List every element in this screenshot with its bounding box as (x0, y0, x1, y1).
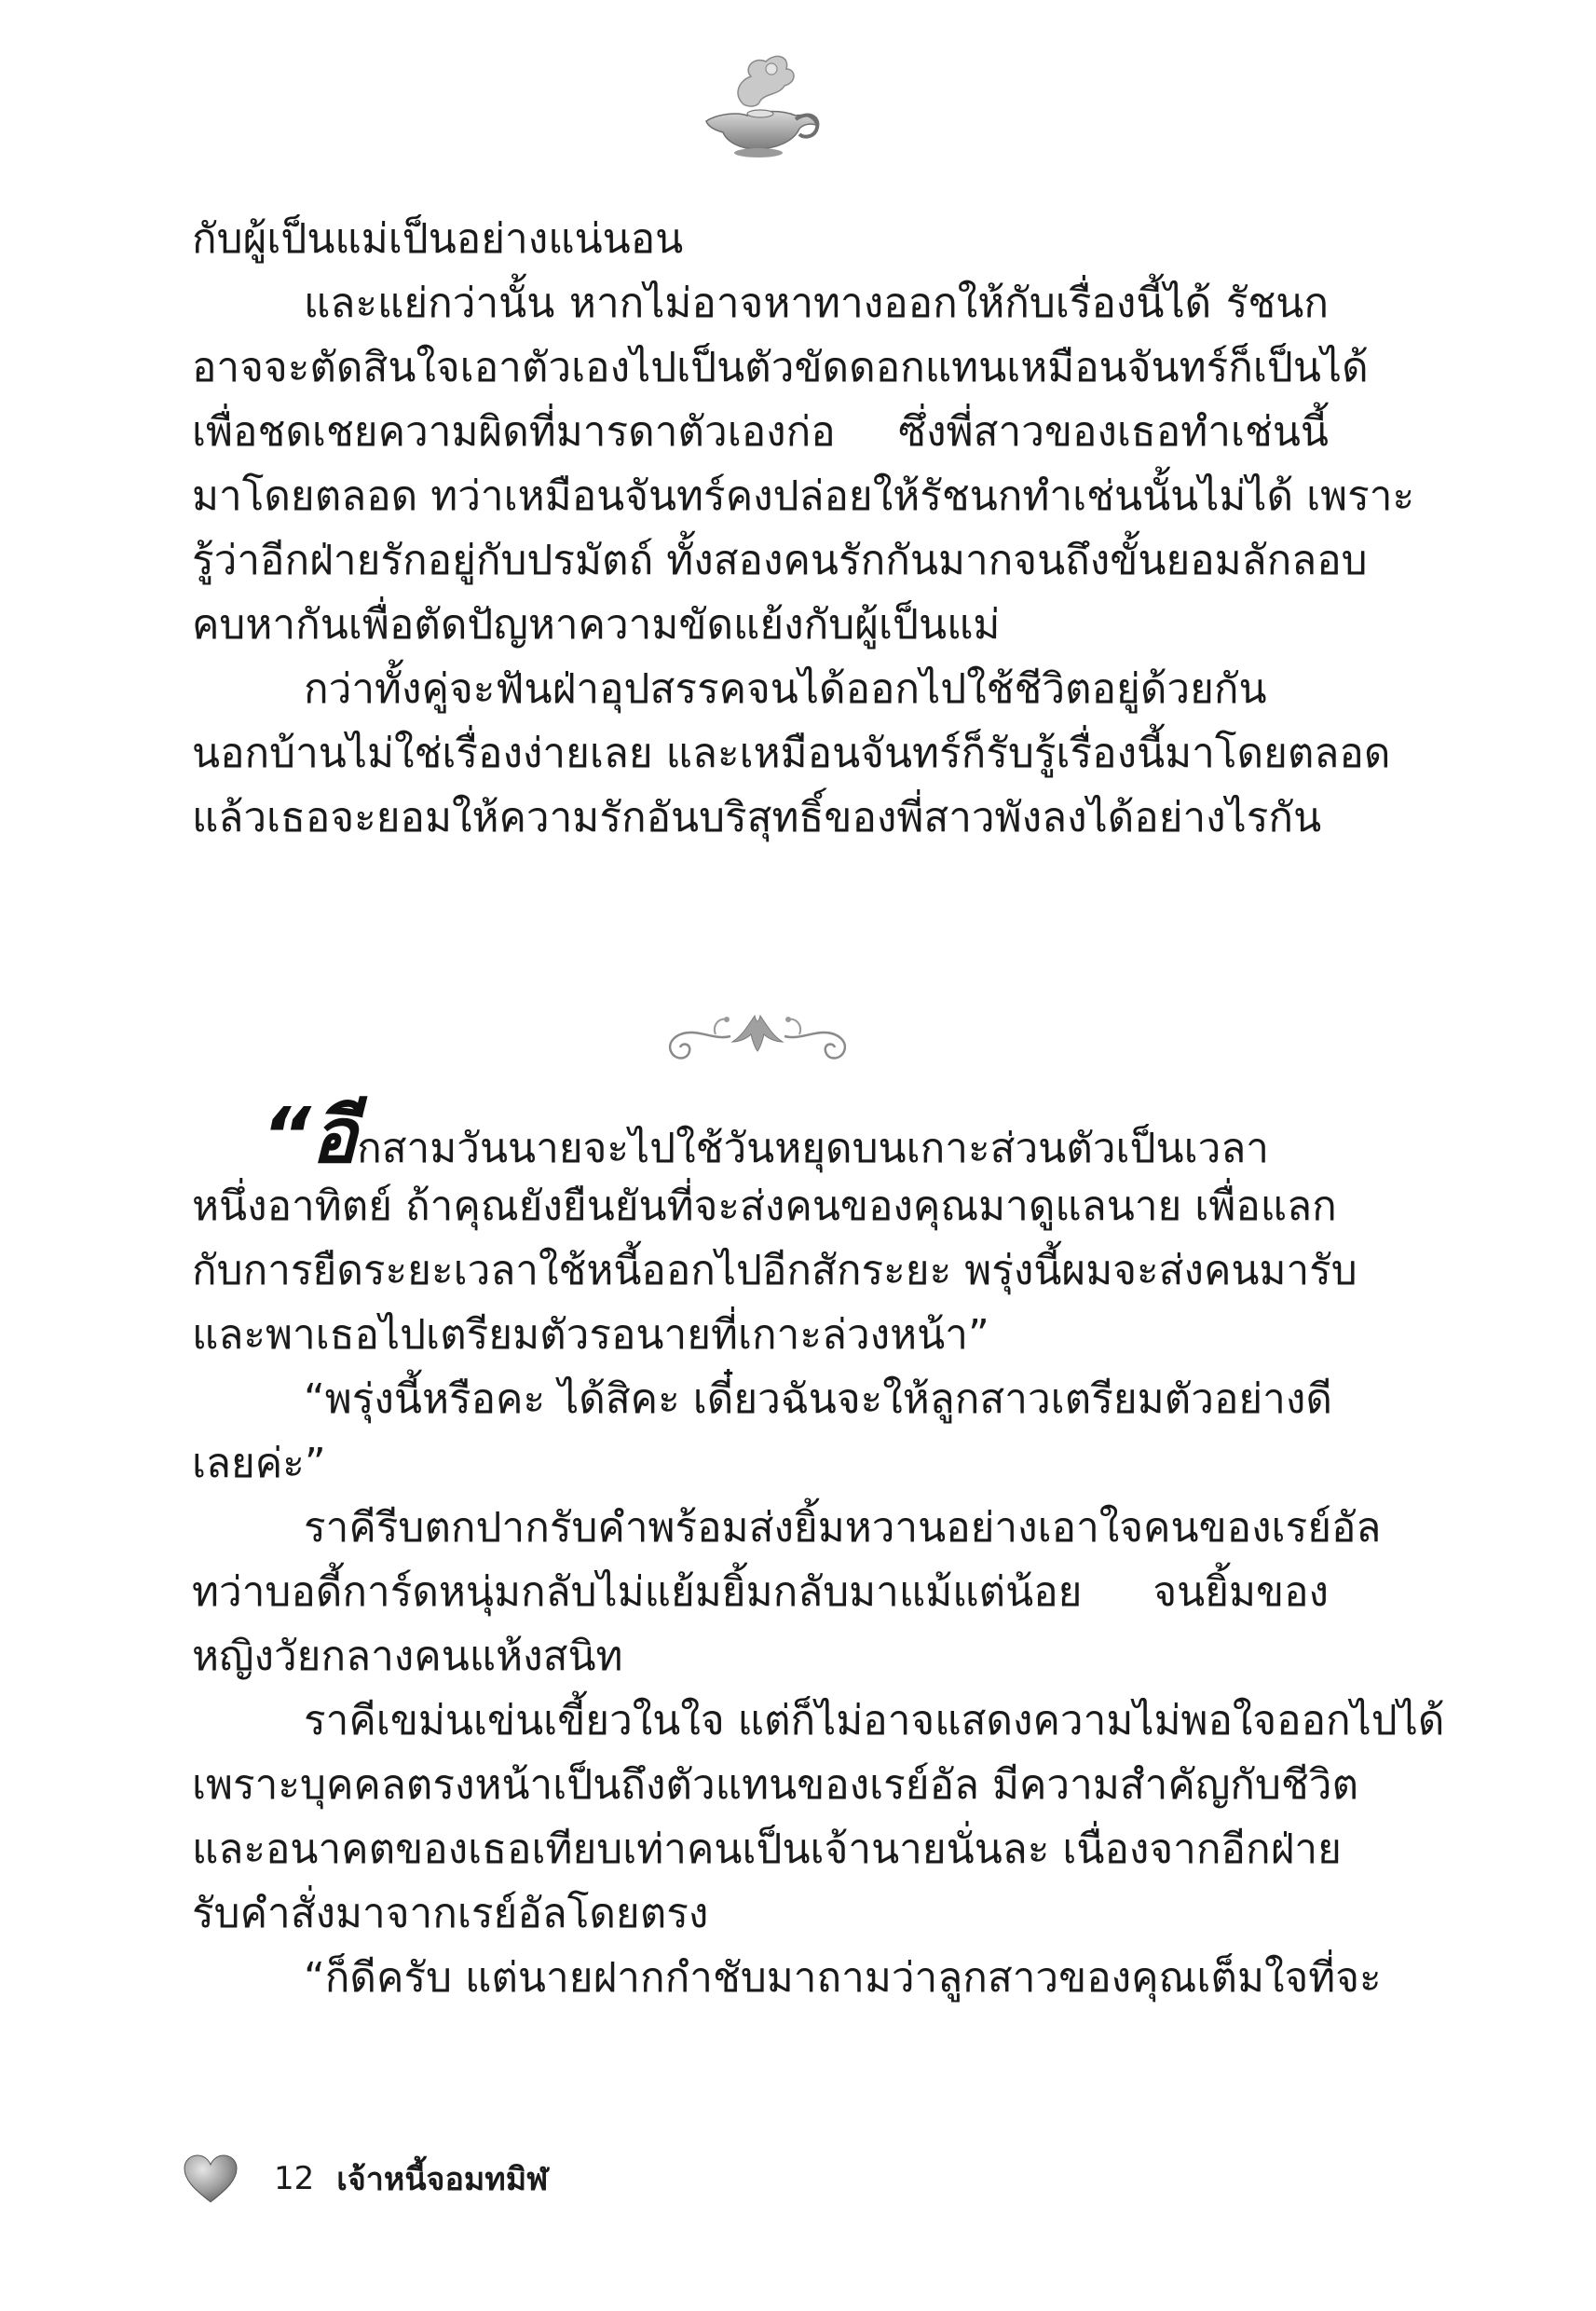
paragraph-line: นอกบ้านไม่ใช่เรื่องง่ายเลย และเหมือนจันทร์ก็รับรู้เรื่องนี้มาโดยตลอด (192, 730, 1391, 777)
paragraph-line: หญิงวัยกลางคนแห้งสนิท (192, 1633, 623, 1680)
page-number: 12 (274, 2160, 315, 2197)
genie-lamp-icon (686, 48, 825, 160)
paragraph-line: ราคีรีบตกปากรับคำพร้อมส่งยิ้มหวานอย่างเอาใจคนของเรย์อัล (304, 1504, 1382, 1552)
paragraph-line: และพาเธอไปเตรียมตัวรอนายที่เกาะล่วงหน้า” (192, 1311, 989, 1359)
paragraph-line: คบหากันเพื่อตัดปัญหาความขัดแย้งกับผู้เป็นแม่ (192, 601, 1001, 649)
dropcap-paragraph-line (192, 1092, 1329, 1181)
book-title: เจ้าหนี้จอมทมิฬ (336, 2161, 549, 2198)
paragraph-line: “ก็ดีครับ แต่นายฝากกำชับมาถามว่าลูกสาวของคุณเต็มใจที่จะ (304, 1954, 1382, 2002)
section-2-text (192, 1092, 1445, 2010)
page-footer (183, 2151, 548, 2207)
heart-icon (183, 2154, 239, 2204)
flourish-divider-icon (658, 995, 857, 1073)
paragraph-line: เลยค่ะ” (192, 1440, 326, 1487)
paragraph-line: มาโดยตลอด ทว่าเหมือนจันทร์คงปล่อยให้รัชนกทำเช่นนั้นไม่ได้ เพราะ (192, 472, 1415, 520)
paragraph-line: “พรุ่งนี้หรือคะ ได้สิคะ เดี๋ยวฉันจะให้ลูกสาวเตรียมตัวอย่างดี (304, 1375, 1332, 1423)
paragraph-line: อาจจะตัดสินใจเอาตัวเองไปเป็นตัวขัดดอกแทนเหมือนจันทร์ก็เป็นได้ (192, 344, 1369, 391)
dropcap: “อี (262, 1092, 358, 1181)
paragraph-line: และแย่กว่านั้น หากไม่อาจหาทางออกให้กับเรื่องนี้ได้ รัชนก (304, 280, 1329, 327)
paragraph-line: ราคีเขม่นเข่นเขี้ยวในใจ แต่ก็ไม่อาจแสดงความไม่พอใจออกไปได้ (304, 1697, 1445, 1744)
paragraph-line: รับคำสั่งมาจากเรย์อัลโดยตรง (192, 1890, 709, 1937)
paragraph-line: หนึ่งอาทิตย์ ถ้าคุณยังยืนยันที่จะส่งคนของคุณมาดูแลนาย เพื่อแลก (192, 1183, 1337, 1230)
paragraph-line-rest: กสามวันนายจะไปใช้วันหยุดบนเกาะส่วนตัวเป็นเวลา (357, 1125, 1269, 1172)
paragraph-line: และอนาคตของเธอเทียบเท่าคนเป็นเจ้านายนั่นละ เนื่องจากอีกฝ่าย (192, 1826, 1342, 1873)
paragraph-line: เพื่อชดเชยความผิดที่มารดาตัวเองก่อ ซึ่งพี่สาวของเธอทำเช่นนี้ (192, 408, 1329, 456)
paragraph-line: ทว่าบอดี้การ์ดหนุ่มกลับไม่แย้มยิ้มกลับมาแม้แต่น้อย จนยิ้มของ (192, 1568, 1329, 1616)
section-1-text (192, 207, 1415, 850)
paragraph-line: เพราะบุคคลตรงหน้าเป็นถึงตัวแทนของเรย์อัล มีความสำคัญกับชีวิต (192, 1761, 1359, 1809)
paragraph-line: กว่าทั้งคู่จะฟันฝ่าอุปสรรคจนได้ออกไปใช้ชีวิตอยู่ด้วยกัน (304, 665, 1267, 713)
paragraph-line: แล้วเธอจะยอมให้ความรักอันบริสุทธิ์ของพี่สาวพังลงได้อย่างไรกัน (192, 794, 1322, 841)
paragraph-line: กับการยืดระยะเวลาใช้หนี้ออกไปอีกสักระยะ พรุ่งนี้ผมจะส่งคนมารับ (192, 1247, 1357, 1294)
paragraph-line: รู้ว่าอีกฝ่ายรักอยู่กับปรมัตถ์ ทั้งสองคนรักกันมากจนถึงขั้นยอมลักลอบ (192, 537, 1368, 584)
paragraph-line: กับผู้เป็นแม่เป็นอย่างแน่นอน (192, 215, 684, 263)
